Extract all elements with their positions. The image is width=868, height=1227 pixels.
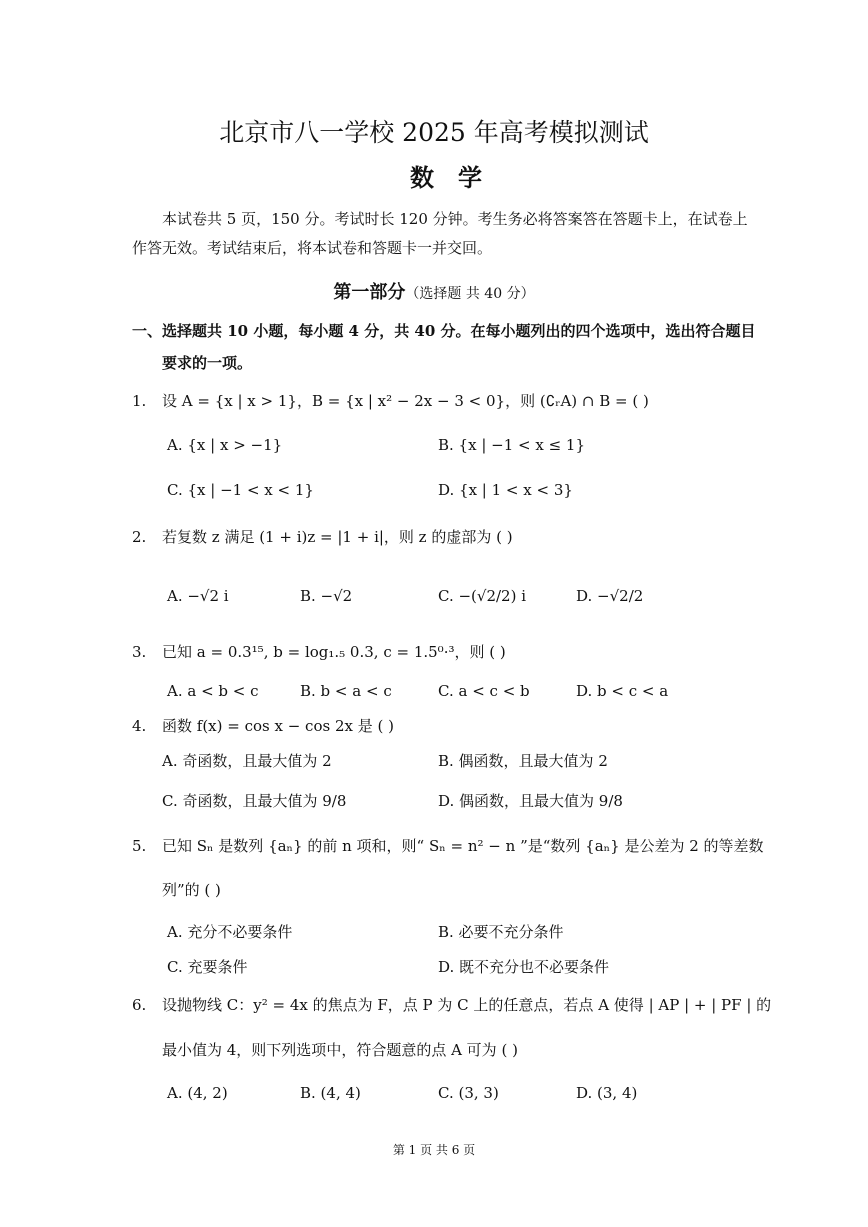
part1-note: （选择题 共 40 分）	[405, 286, 535, 302]
exam-subject: 数学	[410, 163, 506, 192]
question-stem: 已知 a = 0.3¹⁵, b = log₁.₅ 0.3, c = 1.5⁰·³，则 ( )	[162, 643, 506, 661]
option-c: C. {x | −1 < x < 1}	[167, 481, 314, 499]
option-b: B. −√2	[300, 587, 353, 605]
intro-line-2: 作答无效。考试结束后，将本试卷和答题卡一并交回。	[132, 239, 493, 257]
question-number: 2.	[132, 528, 147, 546]
question-stem: 若复数 z 满足 (1 + i)z = |1 + i|，则 z 的虚部为 ( )	[162, 528, 513, 546]
option-b: B. 偶函数，且最大值为 2	[438, 752, 608, 770]
question-number: 6.	[132, 996, 147, 1014]
option-b: B. (4, 4)	[300, 1084, 361, 1102]
option-c: C. 充要条件	[167, 958, 248, 976]
question-number: 4.	[132, 717, 147, 735]
option-a: A. −√2 i	[167, 587, 229, 605]
option-a: A. {x | x > −1}	[167, 436, 283, 454]
option-b: B. 必要不充分条件	[438, 923, 564, 941]
option-d: D. −√2/2	[576, 587, 644, 605]
option-d: D. b < c < a	[576, 682, 669, 700]
question-number: 3.	[132, 643, 147, 661]
option-a: A. a < b < c	[167, 682, 259, 700]
option-a: A. 充分不必要条件	[167, 923, 293, 941]
option-a: A. (4, 2)	[167, 1084, 228, 1102]
option-c: C. 奇函数，且最大值为 9/8	[162, 792, 347, 810]
question-stem-line-2: 最小值为 4，则下列选项中，符合题意的点 A 可为 ( )	[162, 1041, 518, 1059]
section1-line-1: 一、选择题共 10 小题，每小题 4 分，共 40 分。在每小题列出的四个选项中，选出符合题目	[132, 322, 756, 340]
question-stem: 函数 f(x) = cos x − cos 2x 是 ( )	[162, 717, 394, 735]
option-c: C. (3, 3)	[438, 1084, 499, 1102]
question-number: 1.	[132, 392, 147, 410]
question-stem-line-2: 列”的 ( )	[162, 881, 221, 899]
option-c: C. a < c < b	[438, 682, 530, 700]
question-stem-line-1: 已知 Sₙ 是数列 {aₙ} 的前 n 项和，则“ Sₙ = n² − n ”是“数列 {aₙ} 是公差为 2 的等差数	[162, 837, 764, 855]
option-b: B. {x | −1 < x ≤ 1}	[438, 436, 586, 454]
exam-title: 北京市八一学校 2025 年高考模拟测试	[219, 118, 649, 147]
option-a: A. 奇函数，且最大值为 2	[162, 752, 332, 770]
option-c: C. −(√2/2) i	[438, 587, 527, 605]
part1-heading	[0, 278, 868, 304]
option-b: B. b < a < c	[300, 682, 392, 700]
part1-title: 第一部分	[333, 282, 406, 303]
page-footer: 第 1 页 共 6 页	[392, 1143, 476, 1157]
question-stem-line-1: 设抛物线 C：y² = 4x 的焦点为 F，点 P 为 C 上的任意点，若点 A 使得 | AP | + | PF | 的	[162, 996, 772, 1014]
option-d: D. {x | 1 < x < 3}	[438, 481, 573, 499]
question-number: 5.	[132, 837, 147, 855]
option-d: D. 既不充分也不必要条件	[438, 958, 610, 976]
question-stem: 设 A = {x | x > 1}，B = {x | x² − 2x − 3 < 0}，则 (∁ᵣA) ∩ B = ( )	[162, 392, 649, 410]
option-d: D. (3, 4)	[576, 1084, 638, 1102]
option-d: D. 偶函数，且最大值为 9/8	[438, 792, 623, 810]
intro-line-1: 本试卷共 5 页，150 分。考试时长 120 分钟。考生务必将答案答在答题卡上，在试卷上	[162, 210, 748, 228]
section1-line-2: 要求的一项。	[162, 354, 253, 372]
